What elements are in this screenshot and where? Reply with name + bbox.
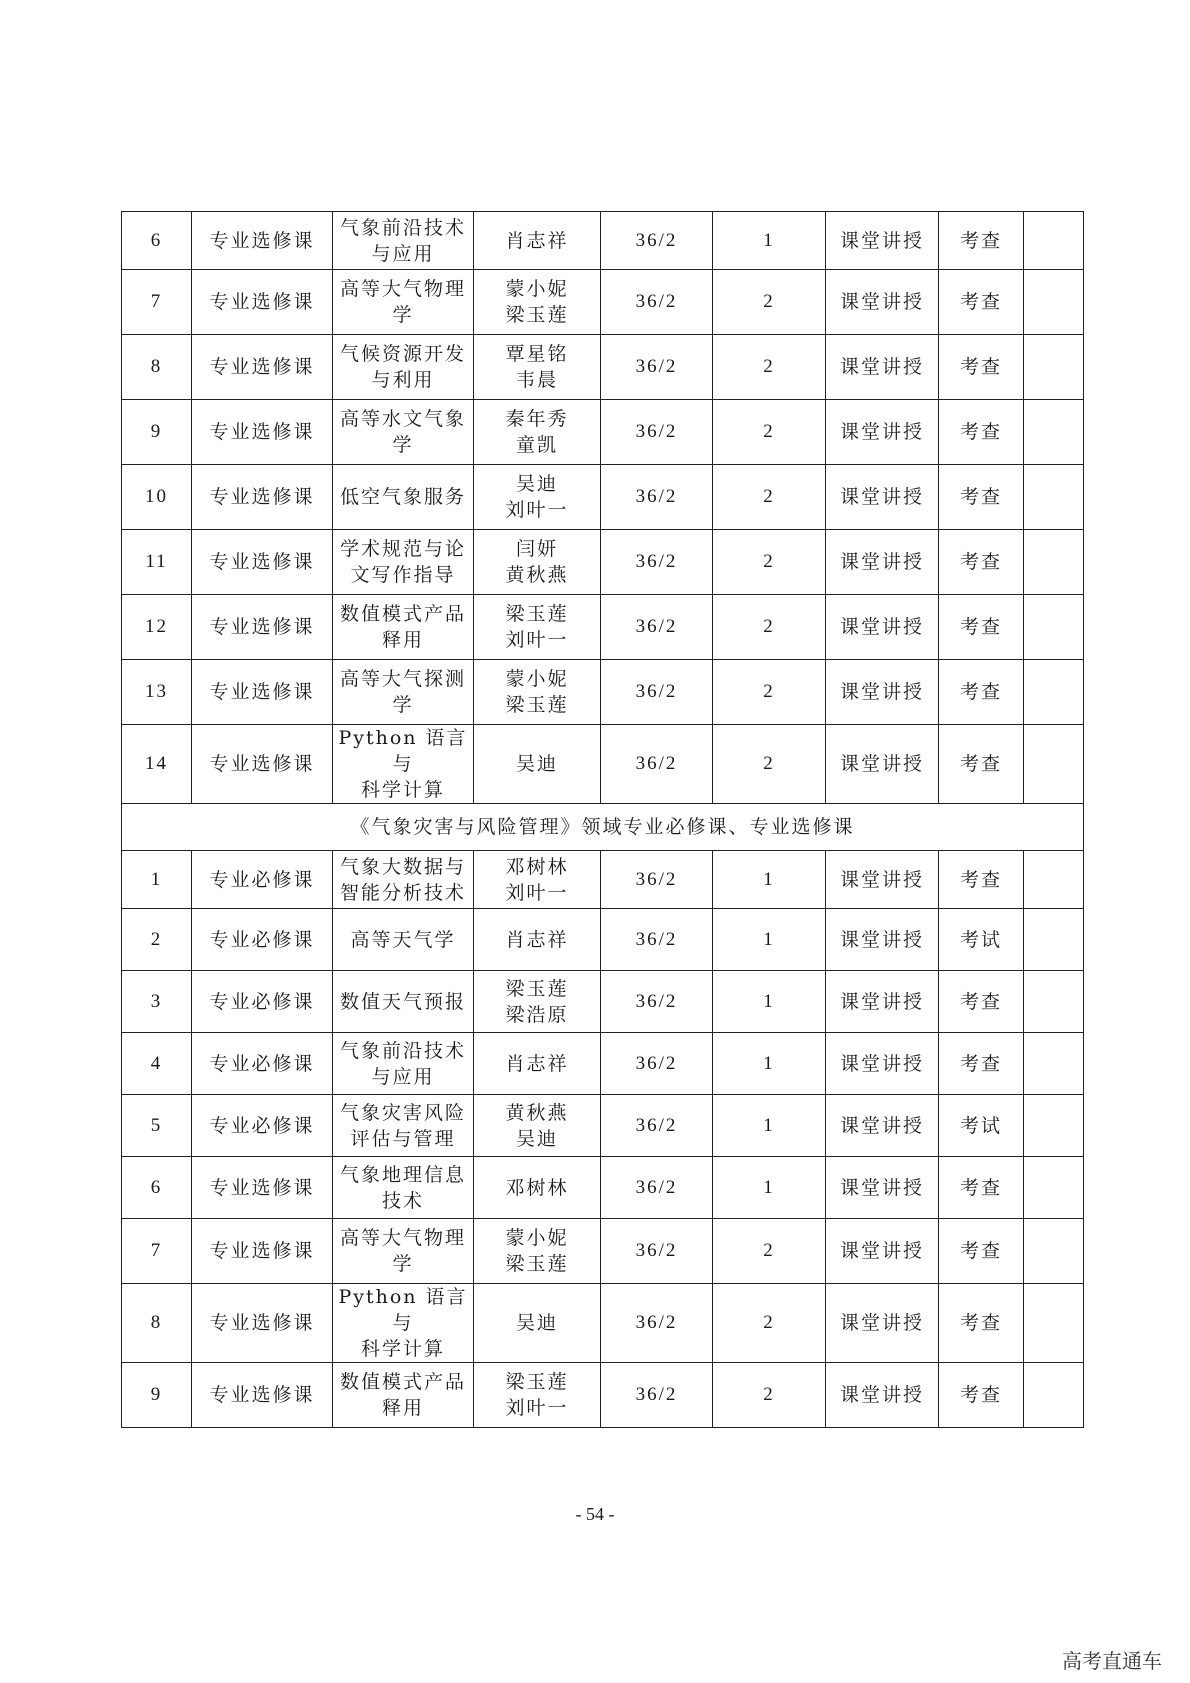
- course-type-cell: 专业选修课: [192, 212, 333, 270]
- table-row: [122, 530, 1084, 595]
- teacher-cell: [474, 1284, 601, 1363]
- teacher-line: 吴迪: [515, 1312, 558, 1334]
- teacher-line: 闫妍: [515, 538, 558, 560]
- teacher-line: 蒙小妮: [505, 668, 569, 690]
- course-name-line: 与应用: [371, 1065, 435, 1088]
- course-type-cell: 专业必修课: [192, 1095, 333, 1157]
- course-number-cell: 7: [122, 270, 192, 335]
- exam-type-cell: 考查: [939, 335, 1024, 400]
- hours-cell: 36/2: [601, 465, 713, 530]
- teacher-cell: [474, 1095, 601, 1157]
- table-row: [122, 971, 1084, 1033]
- course-name-line: 高等大气物理: [339, 278, 466, 300]
- notes-cell: [1024, 1095, 1084, 1157]
- course-name-cell: [333, 1033, 474, 1095]
- course-name-line: 学: [392, 694, 414, 716]
- hours-cell: 36/2: [601, 1157, 713, 1219]
- course-type-cell: 专业选修课: [192, 270, 333, 335]
- exam-type-cell: 考试: [939, 909, 1024, 971]
- table-row: [122, 1284, 1084, 1363]
- notes-cell: [1024, 400, 1084, 465]
- table-row: [122, 1095, 1084, 1157]
- exam-type-cell: 考查: [939, 595, 1024, 660]
- teacher-line: 邓树林: [505, 855, 569, 878]
- course-number-cell: 13: [122, 660, 192, 725]
- teacher-cell: [474, 1363, 601, 1428]
- course-name-line: 气象前沿技术: [339, 216, 466, 239]
- teacher-line: 梁玉莲: [505, 304, 569, 326]
- teacher-cell: [474, 1033, 601, 1095]
- table-row: [122, 400, 1084, 465]
- credit-cell: 2: [713, 400, 826, 465]
- notes-cell: [1024, 335, 1084, 400]
- course-type-cell: 专业选修课: [192, 530, 333, 595]
- teaching-method-cell: 课堂讲授: [826, 909, 939, 971]
- course-name-line: 气象大数据与: [339, 855, 466, 878]
- hours-cell: 36/2: [601, 1219, 713, 1284]
- course-name-line: 科学计算: [360, 779, 445, 801]
- credit-cell: 1: [713, 851, 826, 909]
- course-name-line: 高等大气探测: [339, 668, 466, 690]
- exam-type-cell: 考查: [939, 971, 1024, 1033]
- course-type-cell: 专业选修课: [192, 725, 333, 804]
- course-name-line: 数值模式产品: [339, 603, 466, 625]
- course-name-cell: [333, 725, 474, 804]
- course-name-line: 学: [392, 304, 414, 326]
- teacher-line: 梁玉莲: [505, 694, 569, 716]
- notes-cell: [1024, 1363, 1084, 1428]
- table-body-part1: [122, 212, 1084, 804]
- notes-cell: [1024, 660, 1084, 725]
- course-type-cell: 专业选修课: [192, 595, 333, 660]
- credit-cell: 2: [713, 270, 826, 335]
- course-name-cell: [333, 1219, 474, 1284]
- credit-cell: 2: [713, 1284, 826, 1363]
- notes-cell: [1024, 909, 1084, 971]
- credit-cell: 1: [713, 909, 826, 971]
- course-name-cell: [333, 1095, 474, 1157]
- course-name-cell: [333, 465, 474, 530]
- course-name-line: Python 语言与: [338, 1286, 468, 1334]
- notes-cell: [1024, 1033, 1084, 1095]
- notes-cell: [1024, 725, 1084, 804]
- credit-cell: 1: [713, 971, 826, 1033]
- hours-cell: 36/2: [601, 1284, 713, 1363]
- course-name-line: 数值模式产品: [339, 1371, 466, 1393]
- notes-cell: [1024, 1157, 1084, 1219]
- course-number-cell: 9: [122, 1363, 192, 1428]
- credit-cell: 1: [713, 1157, 826, 1219]
- notes-cell: [1024, 1219, 1084, 1284]
- teaching-method-cell: 课堂讲授: [826, 660, 939, 725]
- exam-type-cell: 考查: [939, 1284, 1024, 1363]
- course-name-cell: [333, 1363, 474, 1428]
- teacher-line: 梁浩原: [505, 1003, 569, 1026]
- course-type-cell: 专业选修课: [192, 1284, 333, 1363]
- hours-cell: 36/2: [601, 595, 713, 660]
- teaching-method-cell: 课堂讲授: [826, 851, 939, 909]
- teaching-method-cell: 课堂讲授: [826, 270, 939, 335]
- course-name-line: Python 语言与: [338, 727, 468, 775]
- hours-cell: 36/2: [601, 971, 713, 1033]
- table-row: [122, 851, 1084, 909]
- teacher-line: 黄秋燕: [505, 1101, 569, 1124]
- notes-cell: [1024, 270, 1084, 335]
- teacher-cell: [474, 971, 601, 1033]
- hours-cell: 36/2: [601, 1095, 713, 1157]
- course-name-line: 释用: [381, 1397, 424, 1419]
- section-header-row: [122, 804, 1084, 851]
- course-type-cell: 专业必修课: [192, 909, 333, 971]
- teacher-cell: [474, 1219, 601, 1284]
- credit-cell: 2: [713, 465, 826, 530]
- course-type-cell: 专业必修课: [192, 971, 333, 1033]
- hours-cell: 36/2: [601, 725, 713, 804]
- teaching-method-cell: 课堂讲授: [826, 212, 939, 270]
- exam-type-cell: 考查: [939, 270, 1024, 335]
- course-name-line: 数值天气预报: [339, 990, 466, 1013]
- teacher-cell: [474, 465, 601, 530]
- course-number-cell: 8: [122, 1284, 192, 1363]
- course-name-cell: [333, 212, 474, 270]
- course-number-cell: 14: [122, 725, 192, 804]
- teacher-line: 梁玉莲: [505, 977, 569, 1000]
- notes-cell: [1024, 595, 1084, 660]
- teacher-cell: [474, 660, 601, 725]
- teacher-line: 刘叶一: [505, 499, 569, 521]
- course-name-line: 技术: [381, 1189, 424, 1212]
- exam-type-cell: 考查: [939, 1033, 1024, 1095]
- course-name-line: 文写作指导: [350, 564, 456, 586]
- course-type-cell: 专业选修课: [192, 335, 333, 400]
- notes-cell: [1024, 1284, 1084, 1363]
- teaching-method-cell: 课堂讲授: [826, 465, 939, 530]
- course-name-cell: [333, 335, 474, 400]
- notes-cell: [1024, 465, 1084, 530]
- credit-cell: 2: [713, 335, 826, 400]
- exam-type-cell: 考查: [939, 851, 1024, 909]
- teacher-line: 蒙小妮: [505, 1227, 569, 1249]
- hours-cell: 36/2: [601, 1033, 713, 1095]
- exam-type-cell: 考查: [939, 1219, 1024, 1284]
- course-name-line: 高等天气学: [350, 928, 456, 951]
- teacher-cell: [474, 851, 601, 909]
- page-number: - 54 -: [575, 1504, 615, 1524]
- course-type-cell: 专业选修课: [192, 1157, 333, 1219]
- credit-cell: 2: [713, 595, 826, 660]
- hours-cell: 36/2: [601, 270, 713, 335]
- hours-cell: 36/2: [601, 212, 713, 270]
- course-name-line: 低空气象服务: [339, 486, 466, 508]
- course-number-cell: 3: [122, 971, 192, 1033]
- hours-cell: 36/2: [601, 909, 713, 971]
- exam-type-cell: 考查: [939, 400, 1024, 465]
- course-type-cell: 专业必修课: [192, 1033, 333, 1095]
- table-row: [122, 212, 1084, 270]
- course-number-cell: 6: [122, 212, 192, 270]
- course-table: [121, 211, 1084, 1428]
- table-body-part2: [122, 851, 1084, 1428]
- teacher-cell: [474, 1157, 601, 1219]
- course-name-cell: [333, 660, 474, 725]
- teacher-line: 刘叶一: [505, 629, 569, 651]
- teaching-method-cell: 课堂讲授: [826, 1157, 939, 1219]
- course-name-line: 学: [392, 1253, 414, 1275]
- teacher-cell: [474, 530, 601, 595]
- teacher-cell: [474, 595, 601, 660]
- course-name-cell: [333, 270, 474, 335]
- exam-type-cell: 考查: [939, 660, 1024, 725]
- teacher-line: 蒙小妮: [505, 278, 569, 300]
- course-name-line: 学: [392, 434, 414, 456]
- course-number-cell: 1: [122, 851, 192, 909]
- course-name-line: 气象地理信息: [339, 1163, 466, 1186]
- teacher-line: 黄秋燕: [505, 564, 569, 586]
- teaching-method-cell: 课堂讲授: [826, 971, 939, 1033]
- table-row: [122, 595, 1084, 660]
- credit-cell: 2: [713, 530, 826, 595]
- exam-type-cell: 考查: [939, 530, 1024, 595]
- hours-cell: 36/2: [601, 851, 713, 909]
- course-name-line: 与应用: [371, 242, 435, 265]
- teacher-cell: [474, 909, 601, 971]
- course-number-cell: 12: [122, 595, 192, 660]
- course-name-cell: [333, 595, 474, 660]
- course-number-cell: 10: [122, 465, 192, 530]
- course-type-cell: 专业选修课: [192, 1363, 333, 1428]
- exam-type-cell: 考查: [939, 725, 1024, 804]
- teacher-line: 韦晨: [515, 369, 558, 391]
- course-number-cell: 8: [122, 335, 192, 400]
- credit-cell: 2: [713, 725, 826, 804]
- course-name-line: 气象前沿技术: [339, 1039, 466, 1062]
- teaching-method-cell: 课堂讲授: [826, 1219, 939, 1284]
- exam-type-cell: 考试: [939, 1095, 1024, 1157]
- teacher-cell: [474, 270, 601, 335]
- teacher-line: 秦年秀: [505, 408, 569, 430]
- teaching-method-cell: 课堂讲授: [826, 1363, 939, 1428]
- course-number-cell: 5: [122, 1095, 192, 1157]
- table-row: [122, 1033, 1084, 1095]
- section-title: 《气象灾害与风险管理》领域专业必修课、专业选修课: [122, 804, 1084, 851]
- teacher-line: 邓树林: [505, 1176, 569, 1199]
- credit-cell: 1: [713, 212, 826, 270]
- teacher-cell: [474, 400, 601, 465]
- teacher-line: 梁玉莲: [505, 603, 569, 625]
- table-row: [122, 1363, 1084, 1428]
- course-name-line: 评估与管理: [350, 1127, 456, 1150]
- teacher-line: 肖志祥: [505, 229, 569, 252]
- teacher-line: 覃星铭: [505, 343, 569, 365]
- teaching-method-cell: 课堂讲授: [826, 1033, 939, 1095]
- course-name-line: 科学计算: [360, 1338, 445, 1360]
- course-type-cell: 专业必修课: [192, 851, 333, 909]
- table-row: [122, 465, 1084, 530]
- course-name-cell: [333, 530, 474, 595]
- table-row: [122, 909, 1084, 971]
- teacher-line: 肖志祥: [505, 928, 569, 951]
- exam-type-cell: 考查: [939, 212, 1024, 270]
- section-header-body: [122, 804, 1084, 851]
- notes-cell: [1024, 530, 1084, 595]
- credit-cell: 2: [713, 1219, 826, 1284]
- course-number-cell: 9: [122, 400, 192, 465]
- course-name-line: 气象灾害风险: [339, 1101, 466, 1124]
- course-name-line: 气候资源开发: [339, 343, 466, 365]
- teaching-method-cell: 课堂讲授: [826, 335, 939, 400]
- course-name-cell: [333, 1284, 474, 1363]
- course-number-cell: 6: [122, 1157, 192, 1219]
- teacher-cell: [474, 212, 601, 270]
- course-name-cell: [333, 400, 474, 465]
- teacher-cell: [474, 335, 601, 400]
- course-name-cell: [333, 971, 474, 1033]
- table-row: [122, 660, 1084, 725]
- course-name-cell: [333, 1157, 474, 1219]
- teacher-line: 吴迪: [515, 473, 558, 495]
- hours-cell: 36/2: [601, 400, 713, 465]
- course-name-line: 与利用: [371, 369, 435, 391]
- teacher-cell: [474, 725, 601, 804]
- teaching-method-cell: 课堂讲授: [826, 530, 939, 595]
- teacher-line: 刘叶一: [505, 1397, 569, 1419]
- notes-cell: [1024, 851, 1084, 909]
- teacher-line: 梁玉莲: [505, 1253, 569, 1275]
- teaching-method-cell: 课堂讲授: [826, 1284, 939, 1363]
- course-number-cell: 4: [122, 1033, 192, 1095]
- course-type-cell: 专业选修课: [192, 660, 333, 725]
- course-name-line: 高等大气物理: [339, 1227, 466, 1249]
- exam-type-cell: 考查: [939, 1157, 1024, 1219]
- teaching-method-cell: 课堂讲授: [826, 595, 939, 660]
- teacher-line: 刘叶一: [505, 881, 569, 904]
- hours-cell: 36/2: [601, 660, 713, 725]
- notes-cell: [1024, 212, 1084, 270]
- course-type-cell: 专业选修课: [192, 400, 333, 465]
- teaching-method-cell: 课堂讲授: [826, 1095, 939, 1157]
- teacher-line: 梁玉莲: [505, 1371, 569, 1393]
- course-number-cell: 7: [122, 1219, 192, 1284]
- course-number-cell: 11: [122, 530, 192, 595]
- credit-cell: 2: [713, 1363, 826, 1428]
- course-name-cell: [333, 909, 474, 971]
- credit-cell: 1: [713, 1033, 826, 1095]
- course-type-cell: 专业选修课: [192, 465, 333, 530]
- table-row: [122, 1219, 1084, 1284]
- course-name-line: 智能分析技术: [339, 881, 466, 904]
- course-name-line: 释用: [381, 629, 424, 651]
- hours-cell: 36/2: [601, 530, 713, 595]
- course-name-line: 高等水文气象: [339, 408, 466, 430]
- watermark-text: 高考直通车: [1062, 1649, 1162, 1673]
- teacher-line: 童凯: [515, 434, 558, 456]
- table-row: [122, 270, 1084, 335]
- teacher-line: 吴迪: [515, 1127, 558, 1150]
- teaching-method-cell: 课堂讲授: [826, 400, 939, 465]
- hours-cell: 36/2: [601, 335, 713, 400]
- course-type-cell: 专业选修课: [192, 1219, 333, 1284]
- hours-cell: 36/2: [601, 1363, 713, 1428]
- teacher-line: 肖志祥: [505, 1052, 569, 1075]
- credit-cell: 1: [713, 1095, 826, 1157]
- course-name-cell: [333, 851, 474, 909]
- notes-cell: [1024, 971, 1084, 1033]
- course-number-cell: 2: [122, 909, 192, 971]
- course-name-line: 学术规范与论: [339, 538, 466, 560]
- teaching-method-cell: 课堂讲授: [826, 725, 939, 804]
- credit-cell: 2: [713, 660, 826, 725]
- table-row: [122, 335, 1084, 400]
- table-row: [122, 1157, 1084, 1219]
- table-row: [122, 725, 1084, 804]
- teacher-line: 吴迪: [515, 753, 558, 775]
- exam-type-cell: 考查: [939, 1363, 1024, 1428]
- exam-type-cell: 考查: [939, 465, 1024, 530]
